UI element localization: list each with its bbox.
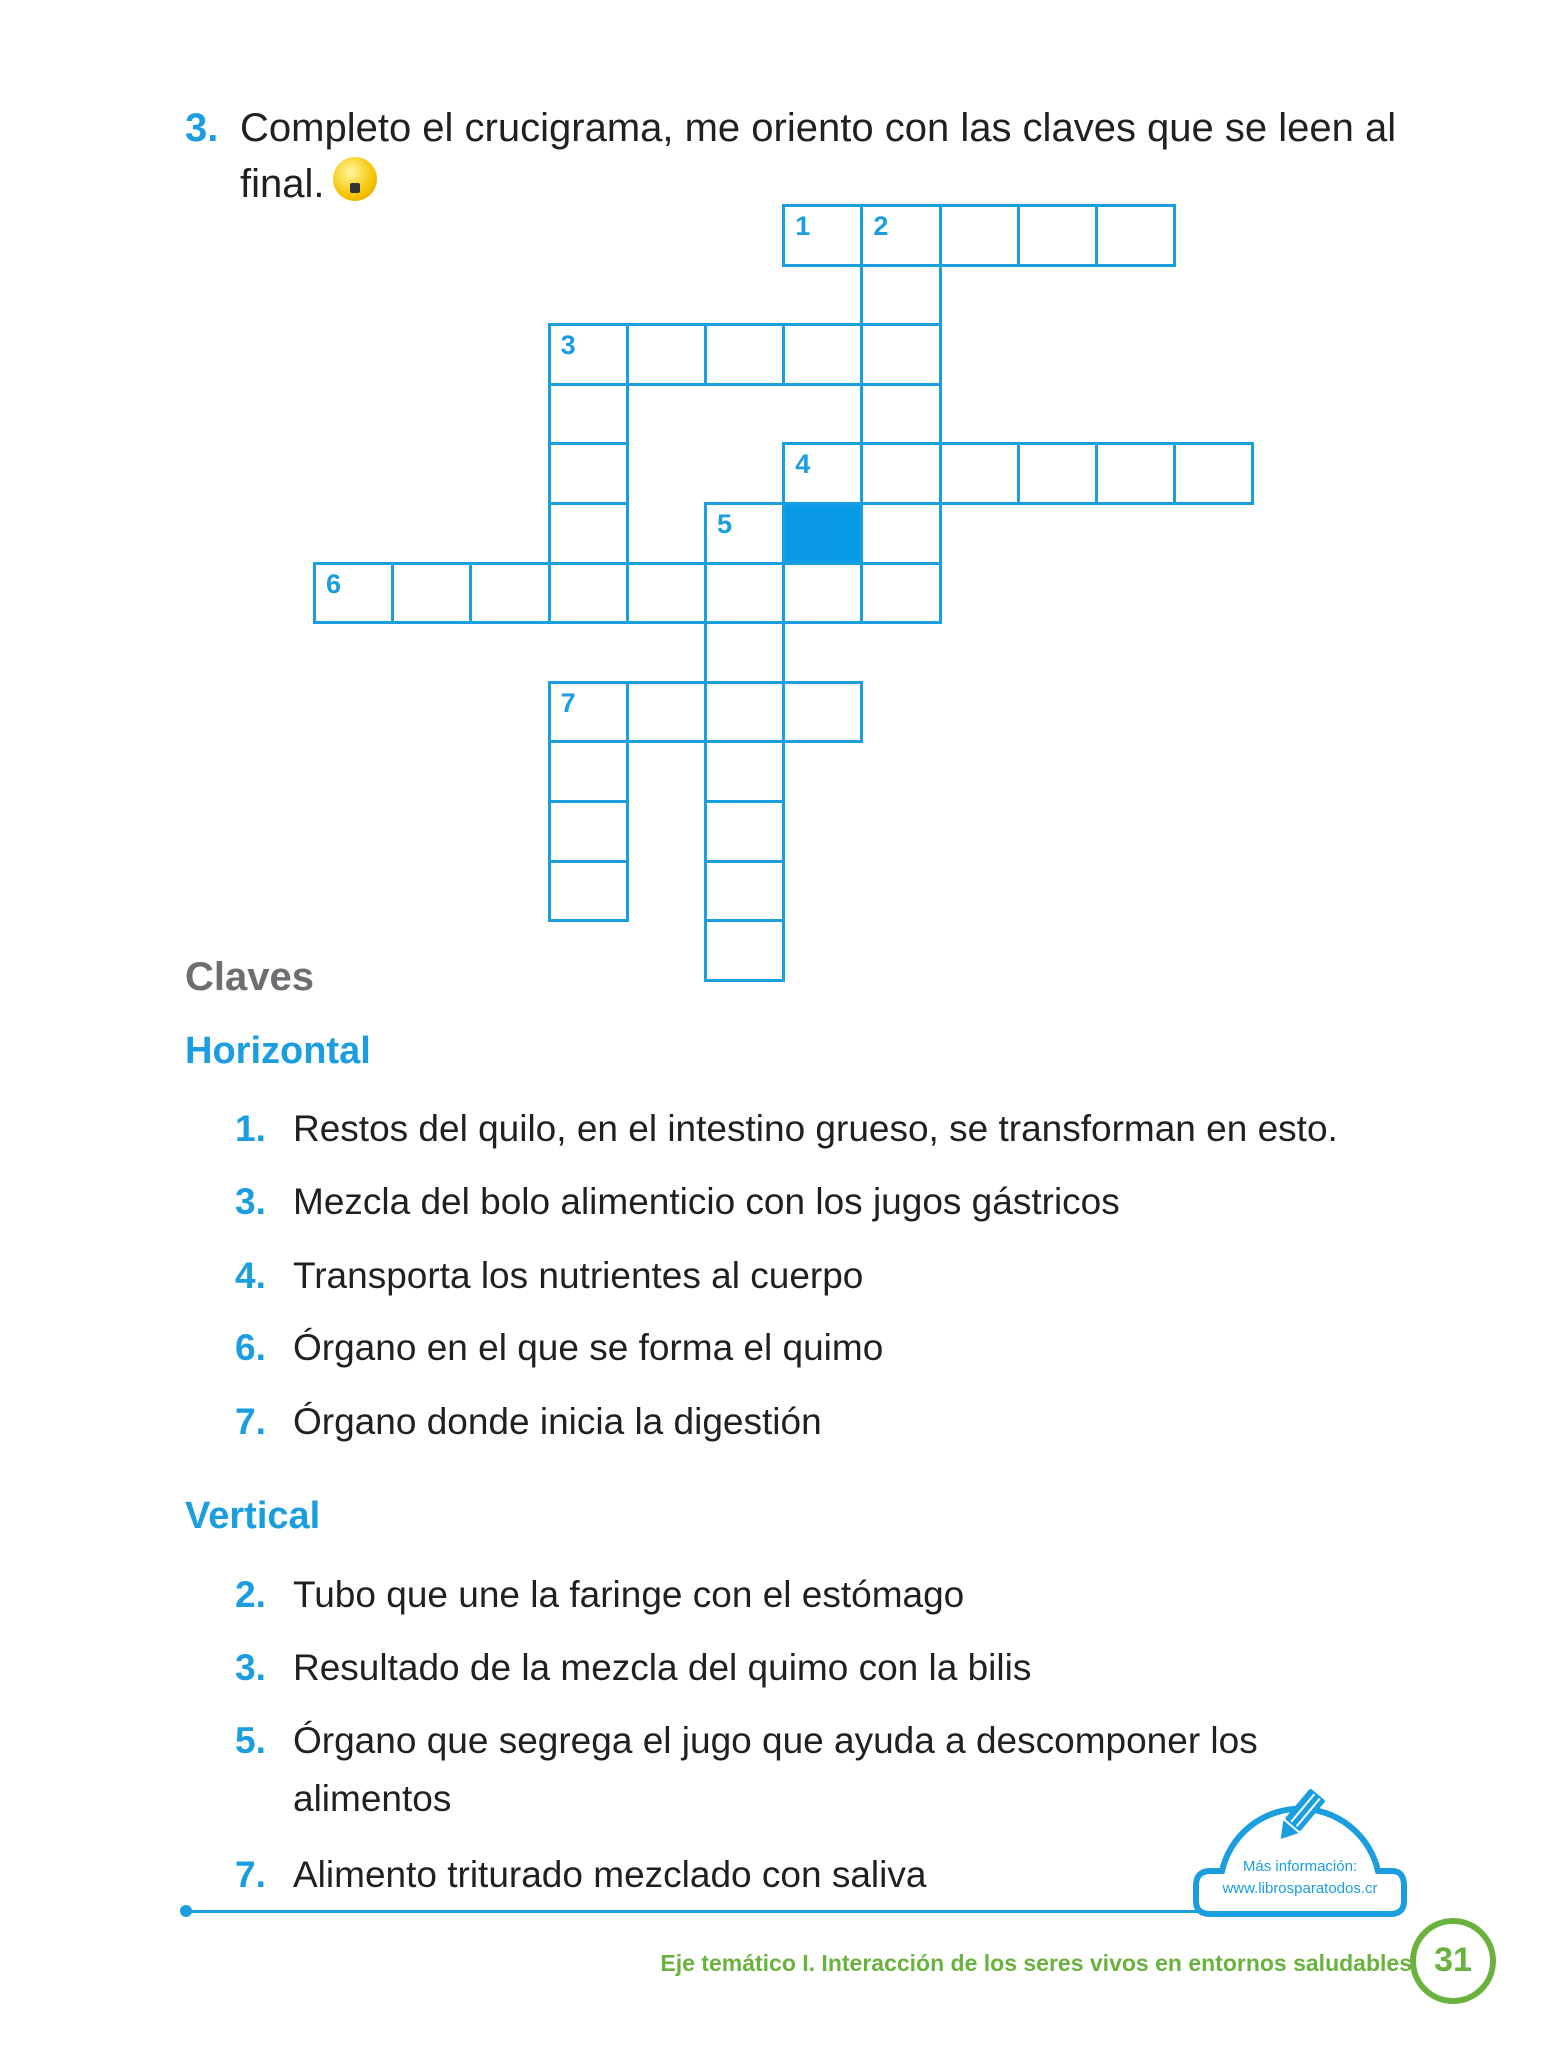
crossword-cell[interactable]: [548, 442, 629, 505]
clue-text: Órgano donde inicia la digestión: [293, 1401, 822, 1442]
crossword-cell[interactable]: [939, 204, 1020, 267]
instruction-text: Completo el crucigrama, me oriento con las claves que se leen al: [240, 106, 1397, 150]
crossword-cell[interactable]: [548, 860, 629, 923]
clue-item: [235, 1566, 1355, 1624]
crossword-cell[interactable]: [313, 562, 394, 625]
crossword-cell[interactable]: [782, 442, 863, 505]
clue-text: Órgano en el que se forma el quimo: [293, 1327, 884, 1368]
crossword-cell[interactable]: [704, 740, 785, 803]
clue-text: Órgano que segrega el jugo que ayuda a descomponer los alimentos: [293, 1720, 1258, 1819]
exercise-instruction: [185, 100, 1405, 212]
clue-item: [235, 1247, 1355, 1305]
info-url-link[interactable]: www.librosparatodos.cr: [1222, 1880, 1378, 1897]
clue-number: 5.: [235, 1720, 266, 1761]
crossword-cell[interactable]: [1017, 442, 1098, 505]
exercise-number: 3.: [185, 106, 219, 150]
crossword-cell[interactable]: [548, 323, 629, 386]
clue-text: Mezcla del bolo alimenticio con los jugos gástricos: [293, 1181, 1120, 1222]
info-badge[interactable]: [1192, 1776, 1408, 1918]
clue-text: Tubo que une la faringe con el estómago: [293, 1574, 965, 1615]
clue-item: [235, 1100, 1355, 1158]
crossword-cell[interactable]: [391, 562, 472, 625]
crossword-cell[interactable]: [704, 621, 785, 684]
crossword-cell[interactable]: [860, 502, 941, 565]
crossword-cell[interactable]: [782, 562, 863, 625]
divider-dot: [180, 1905, 192, 1917]
crossword-cell[interactable]: [626, 323, 707, 386]
crossword-cell[interactable]: [548, 502, 629, 565]
clue-number: 2.: [235, 1574, 266, 1615]
clue-number: 3.: [235, 1647, 266, 1688]
clue-number-label: 4: [795, 449, 811, 480]
lightbulb-icon: [333, 157, 377, 201]
horizontal-heading: Horizontal: [185, 1030, 371, 1072]
crossword-cell[interactable]: [1095, 204, 1176, 267]
crossword-cell[interactable]: [860, 442, 941, 505]
crossword-cell[interactable]: [860, 323, 941, 386]
footer-theme: Eje temático I. Interacción de los seres vivos en entornos saludables: [660, 1950, 1412, 1976]
clue-number-label: 5: [717, 509, 733, 539]
crossword-cell[interactable]: [1017, 204, 1098, 267]
clue-number: 3.: [235, 1181, 266, 1222]
crossword-cell[interactable]: [704, 800, 785, 863]
crossword-cell[interactable]: [860, 204, 941, 267]
crossword-cell[interactable]: [548, 383, 629, 446]
crossword-cell[interactable]: [548, 740, 629, 803]
crossword-cell[interactable]: [860, 264, 941, 327]
clue-text: Alimento triturado mezclado con saliva: [293, 1854, 927, 1895]
crossword-cell[interactable]: [704, 860, 785, 923]
clue-number-label: 1: [795, 211, 811, 241]
crossword-cell[interactable]: [782, 323, 863, 386]
crossword-cell[interactable]: [939, 442, 1020, 505]
crossword-cell[interactable]: [704, 919, 785, 982]
clue-item: [235, 1639, 1355, 1697]
info-label: Más información:: [1242, 1858, 1358, 1875]
clue-item: [235, 1393, 1355, 1451]
clue-text: Resultado de la mezcla del quimo con la bilis: [293, 1647, 1032, 1688]
crossword-cell[interactable]: [782, 204, 863, 267]
crossword-cell[interactable]: [548, 800, 629, 863]
crossword-cell[interactable]: [704, 323, 785, 386]
crossword-cell[interactable]: [626, 562, 707, 625]
clue-item: [235, 1846, 1355, 1904]
crossword-cell[interactable]: [1095, 442, 1176, 505]
clue-number: 6.: [235, 1327, 266, 1368]
crossword-cell[interactable]: [782, 681, 863, 744]
instruction-text-2: final.: [240, 162, 325, 206]
vertical-heading: Vertical: [185, 1495, 321, 1537]
crossword-cell[interactable]: [469, 562, 550, 625]
clue-item: [235, 1319, 1355, 1377]
crossword-cell[interactable]: [704, 681, 785, 744]
crossword-cell[interactable]: [1173, 442, 1254, 505]
clue-number: 1.: [235, 1108, 266, 1149]
clue-number-label: 2: [873, 211, 889, 241]
crossword-cell[interactable]: [548, 562, 629, 625]
clue-item: [235, 1712, 1355, 1828]
clue-number-label: 7: [560, 687, 576, 718]
page-number: 31: [1410, 1918, 1496, 2004]
crossword-cell[interactable]: [626, 681, 707, 744]
crossword-cell[interactable]: [704, 562, 785, 625]
clue-item: [235, 1173, 1355, 1231]
divider-line: [185, 1910, 1215, 1913]
clue-number-label: 3: [560, 330, 576, 361]
crossword-cell[interactable]: [860, 383, 941, 446]
crossword-cell[interactable]: [548, 681, 629, 744]
crossword-shaded-cell: [782, 502, 863, 565]
clue-number-label: 6: [326, 568, 342, 599]
clues-heading: Claves: [185, 955, 314, 999]
crossword-cell[interactable]: [860, 562, 941, 625]
clue-text: Transporta los nutrientes al cuerpo: [293, 1255, 864, 1296]
crossword-cell[interactable]: [704, 502, 785, 565]
clue-number: 7.: [235, 1854, 266, 1895]
clue-text: Restos del quilo, en el intestino grueso, se transforman en esto.: [293, 1108, 1338, 1149]
clue-number: 7.: [235, 1401, 266, 1442]
clue-number: 4.: [235, 1255, 266, 1296]
